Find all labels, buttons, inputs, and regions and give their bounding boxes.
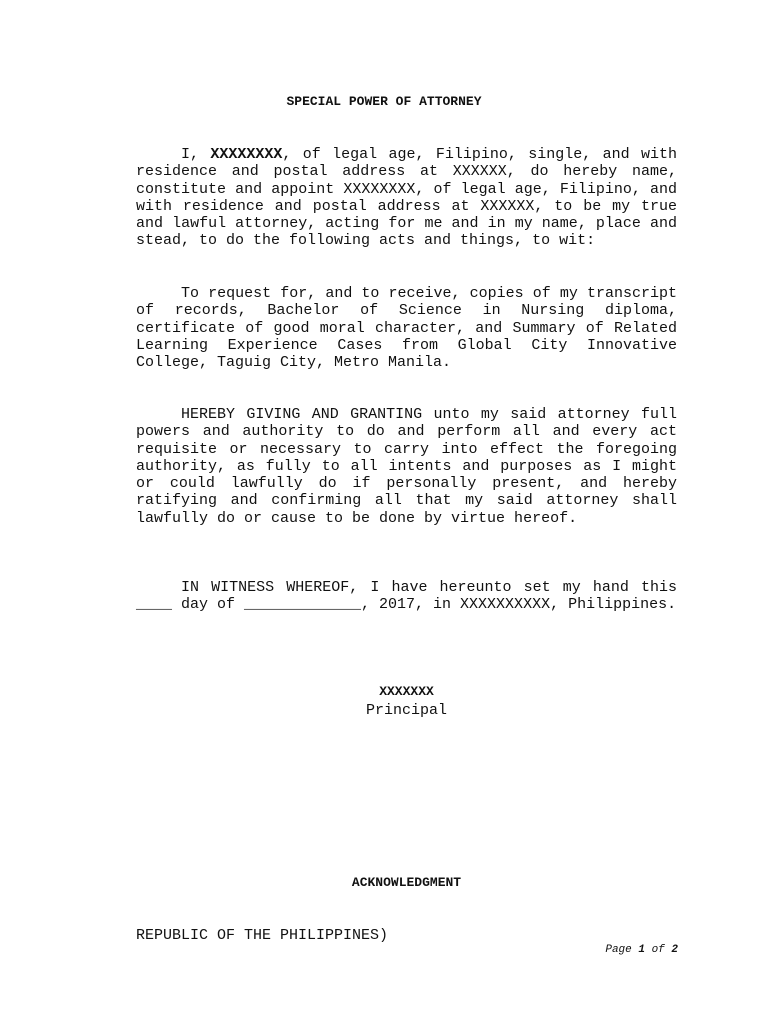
- signature-title: Principal: [365, 702, 447, 719]
- of-word: of: [651, 944, 665, 956]
- signature-name: XXXXXXX: [379, 684, 434, 699]
- document-title: SPECIAL POWER OF ATTORNEY: [286, 94, 482, 109]
- republic-line: REPUBLIC OF THE PHILIPPINES): [136, 927, 389, 944]
- paragraph-granting: [136, 406, 677, 527]
- paragraph-request: [136, 285, 677, 371]
- request-text: To request for, and to receive, copies of my transcript of records, Bachelor of Science in Nursing diploma, certificate of good moral character, and Summary of Related Learning Experience Cases from Global City Innovative College, Taguig City, Metro Manila.: [136, 285, 677, 372]
- granting-text: HEREBY GIVING AND GRANTING unto my said attorney full powers and authority to do and perform all and every act requisite or necessary to carry into effect the foregoing authority, as fully to all intents and purposes as I might or could lawfully do if personally present, and hereby ratifying and confirming all that my said attorney shall lawfully do or cause to be done by virtue hereof.: [136, 406, 677, 527]
- witness-text: IN WITNESS WHEREOF, I have hereunto set my hand this ____ day of _____________, 2017, in XXXXXXXXXX, Philippines.: [136, 579, 677, 614]
- page-word: Page: [605, 944, 632, 956]
- acknowledgment-heading: ACKNOWLEDGMENT: [351, 875, 462, 890]
- page-number: [605, 944, 678, 956]
- appointment-prefix: I,: [181, 146, 211, 163]
- page-total: 2: [671, 944, 678, 956]
- page-current: 1: [638, 944, 645, 956]
- appointment-text: , of legal age, Filipino, single, and with residence and postal address at XXXXXX, do hereby name, constitute and appoint XXXXXXXX, of legal age, Filipino, and with residence and postal address at XXXXXX, to be my true and lawful attorney, acting for me and in my name, place and stead, to do the following acts and things, to wit:: [136, 146, 677, 250]
- principal-name: XXXXXXXX: [210, 146, 283, 163]
- paragraph-witness: [136, 579, 677, 614]
- paragraph-appointment: [136, 146, 677, 250]
